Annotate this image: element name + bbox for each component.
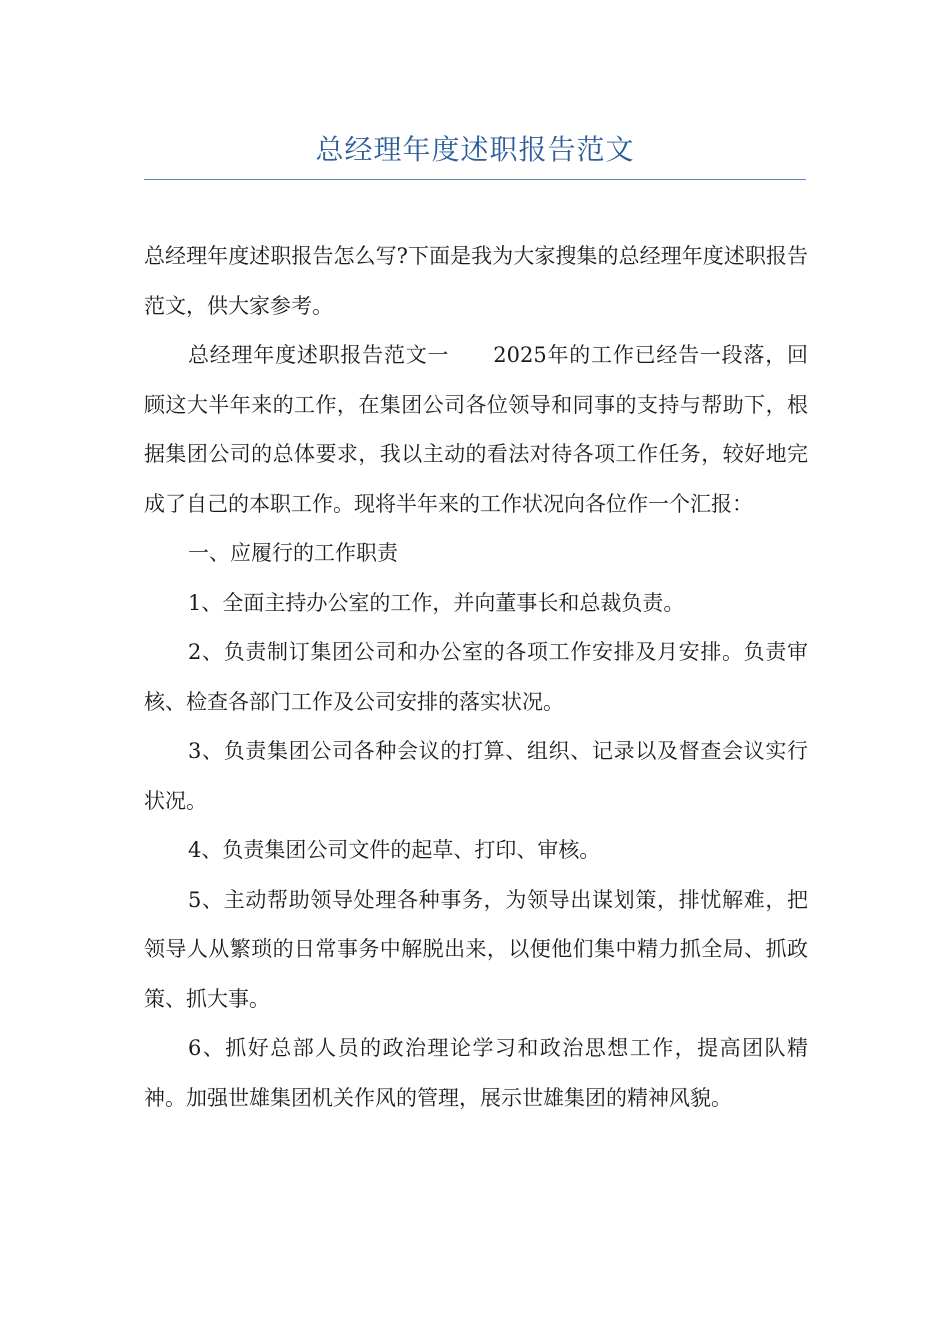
duty-item-1: 1、全面主持办公室的工作，并向董事长和总裁负责。: [188, 590, 685, 615]
duty-item-4: 4、负责集团公司文件的起草、打印、审核。: [188, 838, 601, 862]
section-opening: 2025年的工作已经告一段落，回顾这大半年来的工作，在集团公司各位领导和同事的支持与帮助下，根据集团公司的总体要求，我以主动的看法对待各项工作任务，较好地完成了自己的本职工作。现将半年来的工作状况向各位作一个汇报：: [144, 343, 808, 516]
duties-heading: 一、应履行的工作职责: [188, 541, 398, 565]
section-label: 总经理年度述职报告范文一: [188, 343, 450, 367]
duty-item-5: 5、主动帮助领导处理各种事务，为领导出谋划策，排忧解难，把领导人从繁琐的日常事务中解脱出来，以便他们集中精力抓全局、抓政策、抓大事。: [144, 887, 808, 1011]
title-underline: [144, 179, 806, 180]
duty-item-6: 6、抓好总部人员的政治理论学习和政治思想工作，提高团队精神。加强世雄集团机关作风的管理，展示世雄集团的精神风貌。: [144, 1036, 808, 1110]
section-paragraph: [144, 331, 808, 529]
duty-item-3: 3、负责集团公司各种会议的打算、组织、记录以及督查会议实行状况。: [144, 739, 808, 813]
document-body: [144, 232, 808, 1123]
duty-item-2: 2、负责制订集团公司和办公室的各项工作安排及月安排。负责审核、检查各部门工作及公司安排的落实状况。: [144, 640, 808, 714]
document-title: 总经理年度述职报告范文: [315, 133, 635, 166]
intro-paragraph: 总经理年度述职报告怎么写?下面是我为大家搜集的总经理年度述职报告范文，供大家参考。: [144, 244, 808, 318]
